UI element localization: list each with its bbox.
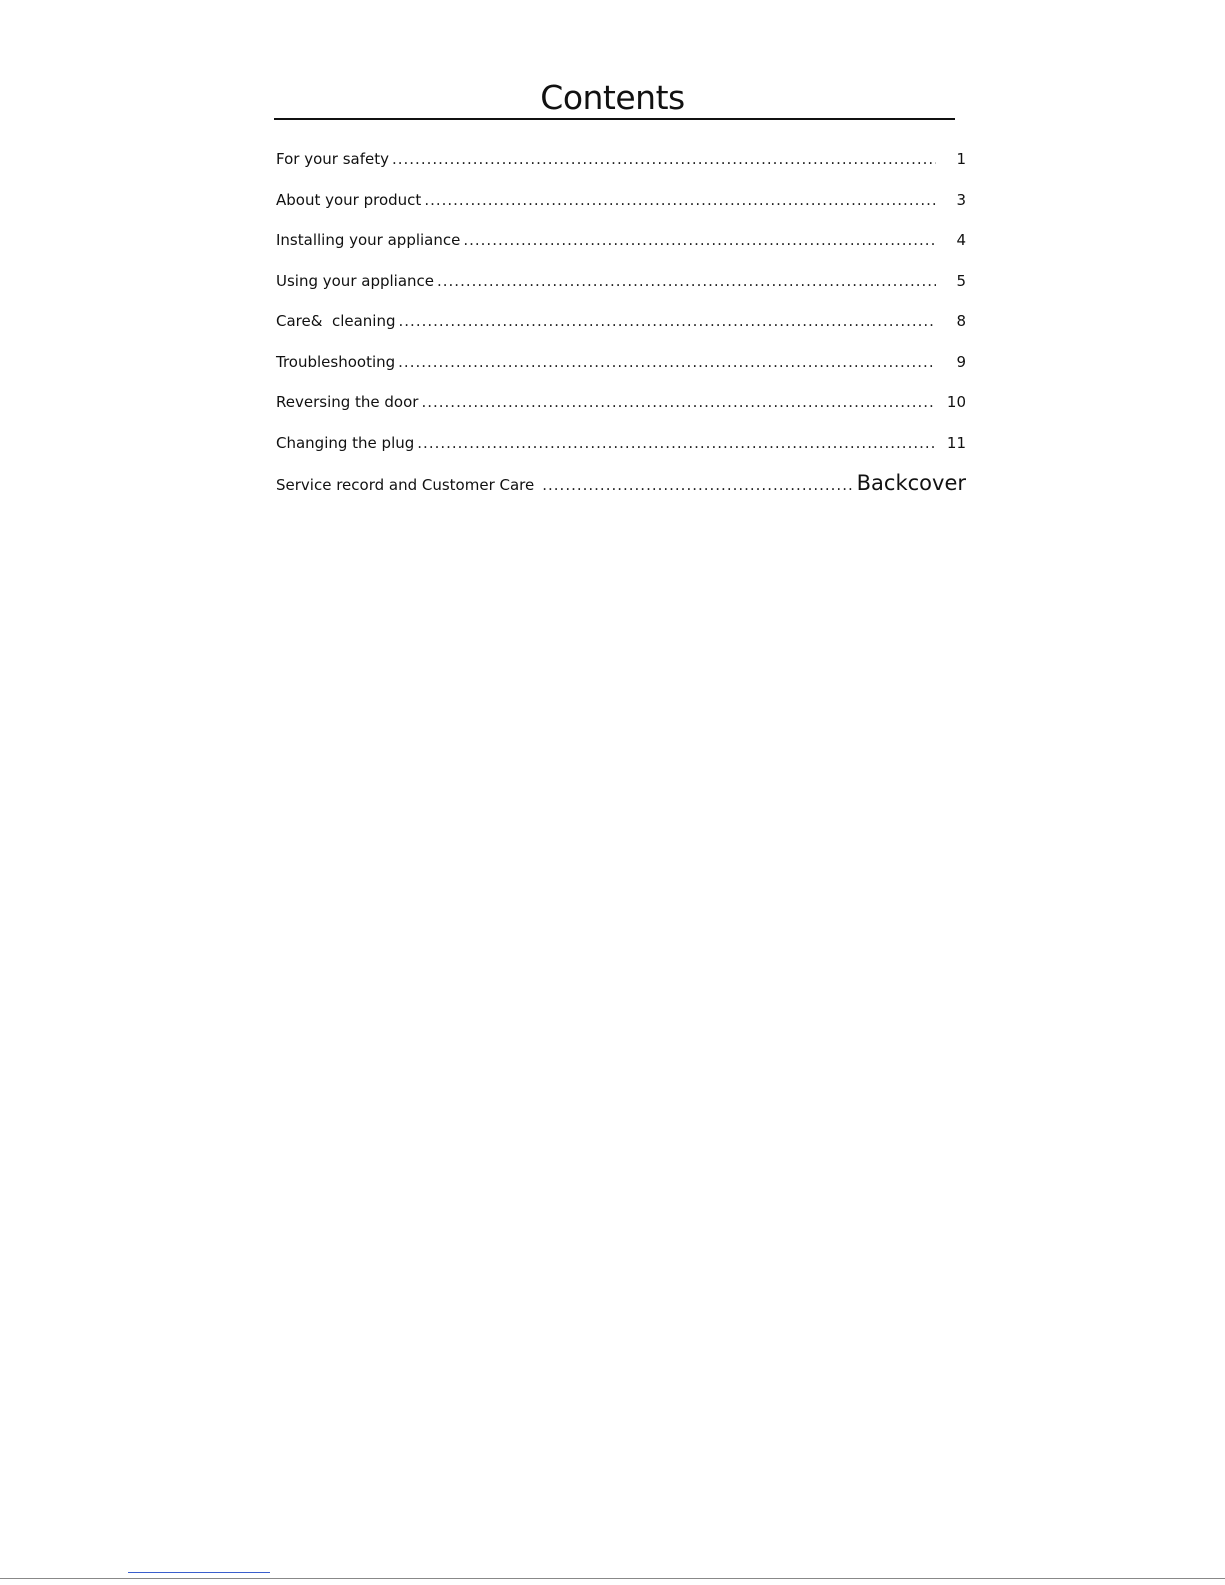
table-of-contents <box>276 148 966 513</box>
toc-entry-label: Troubleshooting <box>276 352 396 371</box>
toc-entry-label: Reversing the door <box>276 393 419 411</box>
toc-entry-care-cleaning[interactable] <box>276 310 966 351</box>
toc-entry-page: 9 <box>956 352 966 371</box>
toc-dot-leader <box>392 148 936 170</box>
page-title: Contents <box>540 78 685 117</box>
toc-dot-leader <box>424 189 936 211</box>
toc-entry-changing-the-plug[interactable] <box>276 432 966 473</box>
toc-entry-label: Care& cleaning <box>276 312 396 330</box>
toc-entry-page: 1 <box>956 150 966 168</box>
toc-entry-label: Service record and Customer Care <box>276 476 535 494</box>
toc-dot-leader <box>399 310 936 332</box>
toc-entry-reversing-the-door[interactable] <box>276 391 966 432</box>
footer-link-underline[interactable] <box>128 1572 270 1573</box>
toc-entry-label: For your safety <box>276 150 389 168</box>
toc-entry-page: 5 <box>956 271 966 290</box>
toc-entry-label: Changing the plug <box>276 433 415 452</box>
toc-entry-label: Using your appliance <box>276 271 434 290</box>
toc-entry-page: Backcover <box>856 471 966 495</box>
toc-entry-about-your-product[interactable] <box>276 189 966 230</box>
toc-entry-page: 8 <box>956 312 966 330</box>
toc-dot-leader <box>398 351 936 373</box>
toc-entry-troubleshooting[interactable] <box>276 351 966 392</box>
toc-dot-leader <box>417 432 936 454</box>
toc-entry-service-record[interactable] <box>276 472 966 513</box>
toc-entry-using-your-appliance[interactable] <box>276 270 966 311</box>
toc-entry-page: 11 <box>946 433 966 452</box>
toc-entry-page: 10 <box>946 393 966 411</box>
toc-entry-page: 3 <box>956 190 966 209</box>
toc-entry-label: About your product <box>276 190 422 209</box>
title-underline <box>274 118 955 120</box>
toc-dot-leader <box>421 391 936 413</box>
toc-dot-leader <box>542 474 852 496</box>
toc-dot-leader <box>437 270 936 292</box>
toc-entry-page: 4 <box>956 231 966 249</box>
toc-entry-label: Installing your appliance <box>276 231 461 249</box>
footer-divider <box>0 1578 1225 1579</box>
toc-entry-installing-your-appliance[interactable] <box>276 229 966 270</box>
toc-entry-for-your-safety[interactable] <box>276 148 966 189</box>
toc-dot-leader <box>463 229 936 251</box>
